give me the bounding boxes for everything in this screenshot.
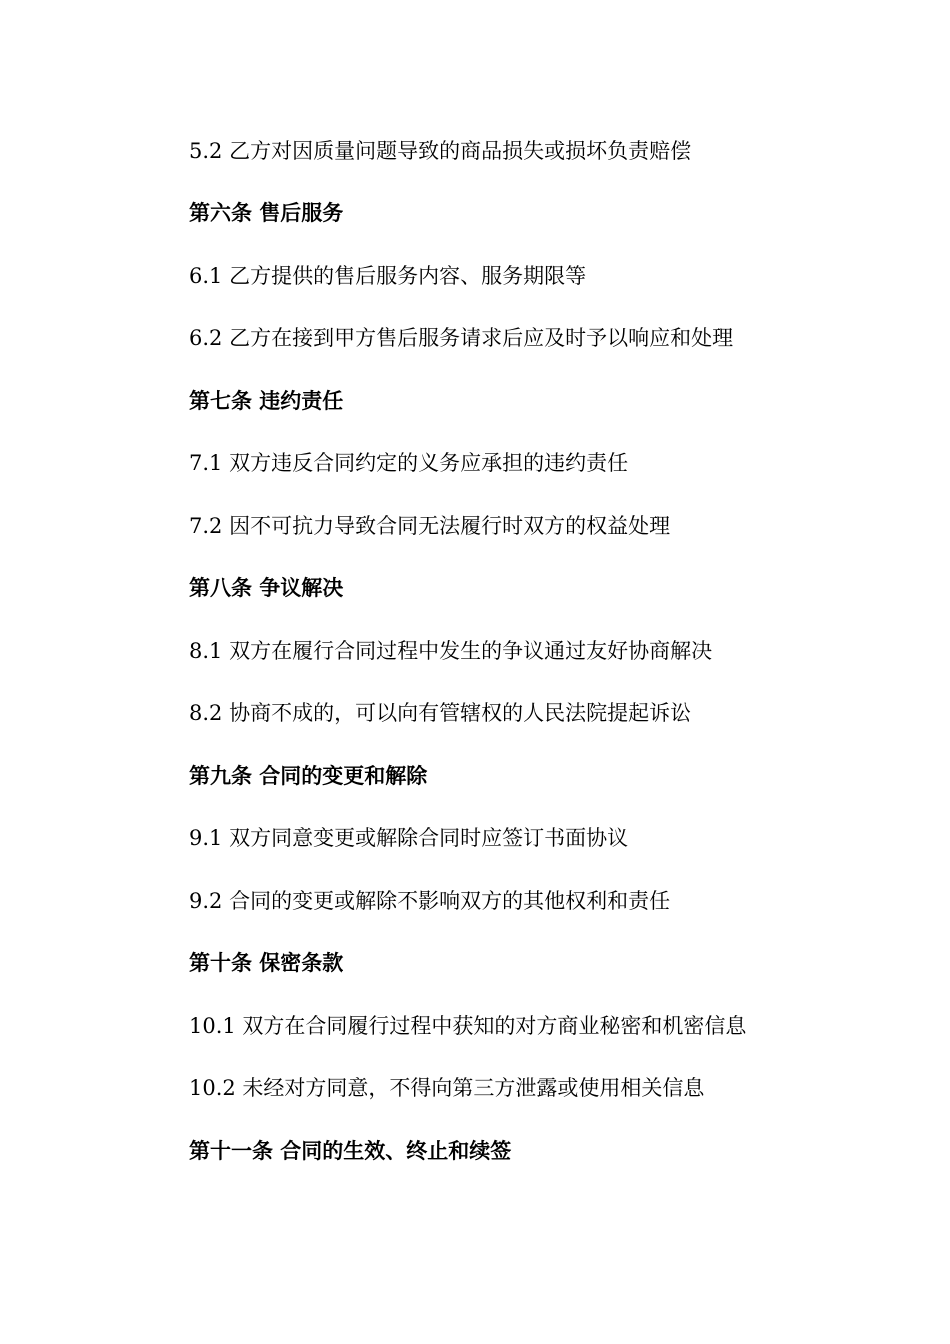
clause-7-2: 7.2 因不可抗力导致合同无法履行时双方的权益处理 — [189, 514, 671, 538]
clause-8-1: 8.1 双方在履行合同过程中发生的争议通过友好协商解决 — [189, 639, 713, 663]
clause-7-1: 7.1 双方违反合同约定的义务应承担的违约责任 — [189, 451, 629, 475]
clause-5-2: 5.2 乙方对因质量问题导致的商品损失或损坏负责赔偿 — [189, 139, 692, 163]
article-8-heading: 第八条 争议解决 — [189, 576, 344, 600]
clause-6-2: 6.2 乙方在接到甲方售后服务请求后应及时予以响应和处理 — [189, 326, 734, 350]
clause-9-2: 9.2 合同的变更或解除不影响双方的其他权利和责任 — [189, 889, 671, 913]
clause-8-2: 8.2 协商不成的，可以向有管辖权的人民法院提起诉讼 — [189, 701, 692, 725]
article-7-heading: 第七条 违约责任 — [189, 389, 344, 413]
clause-6-1: 6.1 乙方提供的售后服务内容、服务期限等 — [189, 264, 587, 288]
article-10-heading: 第十条 保密条款 — [189, 951, 344, 975]
article-6-heading: 第六条 售后服务 — [189, 201, 344, 225]
clause-10-1: 10.1 双方在合同履行过程中获知的对方商业秘密和机密信息 — [189, 1014, 747, 1038]
clause-10-2: 10.2 未经对方同意，不得向第三方泄露或使用相关信息 — [189, 1076, 705, 1100]
article-11-heading: 第十一条 合同的生效、终止和续签 — [189, 1139, 512, 1163]
article-9-heading: 第九条 合同的变更和解除 — [189, 764, 428, 788]
clause-9-1: 9.1 双方同意变更或解除合同时应签订书面协议 — [189, 826, 629, 850]
